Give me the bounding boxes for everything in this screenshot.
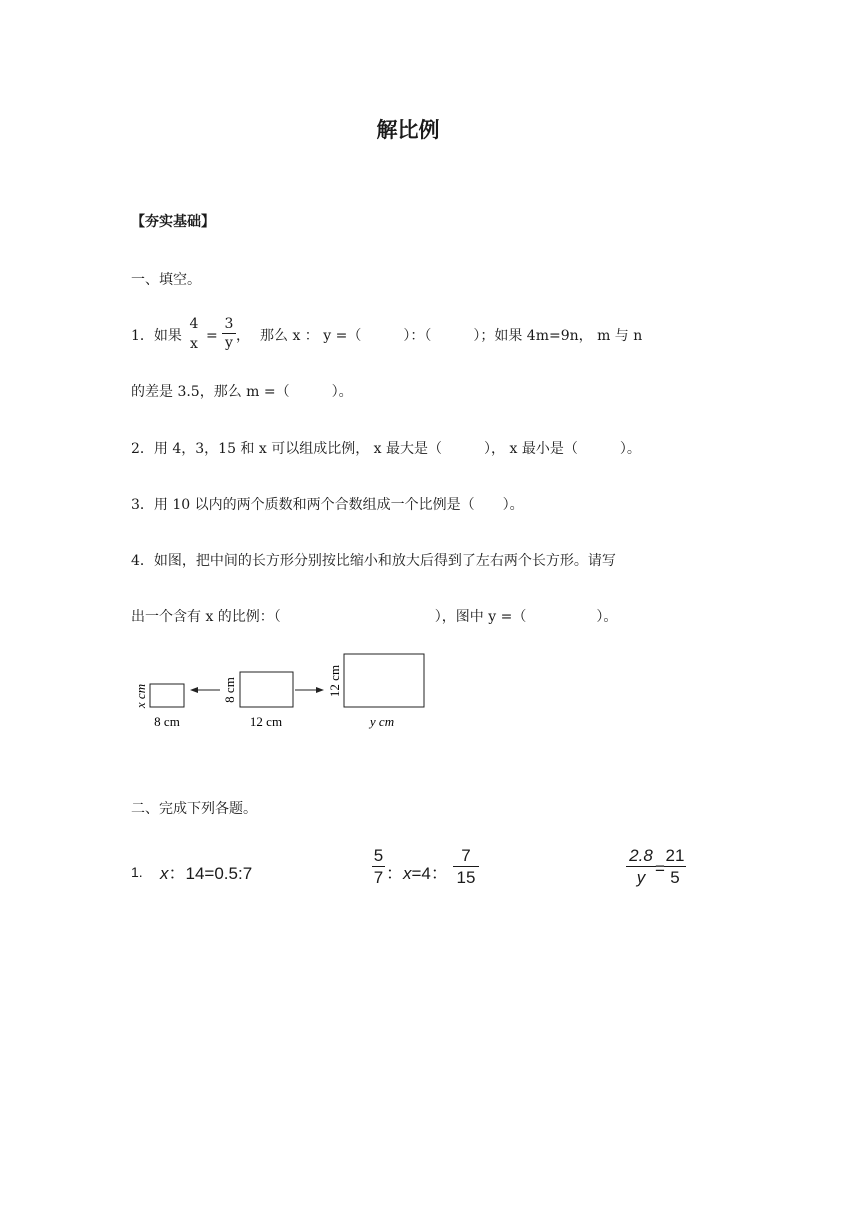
small-rectangle xyxy=(150,684,184,707)
question-2: 2．用 4，3，15 和 x 可以组成比例， x 最大是（ ）， x 最小是（ ）。 xyxy=(131,441,641,457)
small-rect-side-label: x cm xyxy=(133,683,148,709)
equation-2-middle xyxy=(386,859,448,884)
q1-line2: 的差是 3.5，那么 m =（ ）。 xyxy=(131,384,353,400)
section-heading-basic: 【夯实基础】 xyxy=(131,214,215,230)
part2-number: 1. xyxy=(131,864,143,880)
q1-fraction-3-over-y xyxy=(222,316,236,351)
eq2-frac-denominator: 7 xyxy=(373,868,384,887)
question-4-line2: 出一个含有 x 的比例：（ ），图中 y =（ ）。 xyxy=(131,609,618,625)
eq2-fraction-7-over-15 xyxy=(453,846,479,887)
eq3-numerator: 2.8 xyxy=(629,846,653,865)
eq3-fraction-21-over-5 xyxy=(664,846,686,887)
q1-frac2-bar xyxy=(222,333,236,334)
q1-prefix: 1．如果 xyxy=(131,328,182,344)
eq2-frac2-numerator: 7 xyxy=(461,846,471,865)
q1-frac1-numerator: 4 xyxy=(189,316,199,332)
middle-rect-bottom-label: 12 cm xyxy=(249,714,283,729)
q1-equals: = xyxy=(206,328,218,344)
part2-heading: 二、完成下列各题。 xyxy=(131,801,257,817)
middle-rect-side-label: 8 cm xyxy=(222,677,237,703)
small-rect-bottom-label: 8 cm xyxy=(154,714,180,729)
eq2-mid: =4： xyxy=(411,864,448,883)
large-rect-side-label: 12 cm xyxy=(327,664,342,698)
q1-rest: 那么 x ： y =（ ）：（ ）；如果 4m=9n， m 与 n xyxy=(260,328,643,344)
eq3-frac2-denominator: 5 xyxy=(670,868,680,887)
eq3-fraction-2.8-over-y xyxy=(626,846,656,887)
eq3-frac2-bar xyxy=(664,866,686,867)
question-4-line1: 4．如图，把中间的长方形分别按比缩小和放大后得到了左右两个长方形。请写 xyxy=(131,553,616,569)
question-3: 3．用 10 以内的两个质数和两个合数组成一个比例是（ ）。 xyxy=(131,497,524,513)
large-rect-bottom-label: y cm xyxy=(369,714,395,729)
q1-fraction-4-over-x xyxy=(188,316,200,352)
q1-frac2-numerator: 3 xyxy=(224,316,234,332)
arrow-right-icon xyxy=(316,687,324,693)
eq3-bar xyxy=(626,866,656,867)
eq2-frac-bar xyxy=(372,866,385,867)
q1-comma: ， xyxy=(236,328,250,344)
eq2-frac-numerator: 5 xyxy=(373,846,384,865)
eq3-denominator: y xyxy=(636,868,646,887)
part1-heading: 一、填空。 xyxy=(131,272,201,288)
eq2-frac2-bar xyxy=(453,866,479,867)
eq1-rest: ：14=0.5:7 xyxy=(168,864,253,883)
equation-1 xyxy=(160,859,252,884)
eq1-variable: x xyxy=(160,864,169,883)
eq2-variable: x xyxy=(403,864,412,883)
rectangles-figure xyxy=(128,648,438,738)
eq2-fraction-5-over-7 xyxy=(372,846,385,887)
eq3-frac2-numerator: 21 xyxy=(665,846,685,865)
arrow-left-icon xyxy=(190,687,198,693)
eq3-equals: = xyxy=(655,859,665,878)
eq2-frac2-denominator: 15 xyxy=(456,868,476,887)
page-title: 解比例 xyxy=(376,118,440,142)
middle-rectangle xyxy=(240,672,293,707)
large-rectangle xyxy=(344,654,424,707)
eq2-colon: ： xyxy=(386,864,403,883)
q1-frac1-denominator: x xyxy=(190,336,198,352)
q1-frac2-denominator: y xyxy=(225,335,233,351)
